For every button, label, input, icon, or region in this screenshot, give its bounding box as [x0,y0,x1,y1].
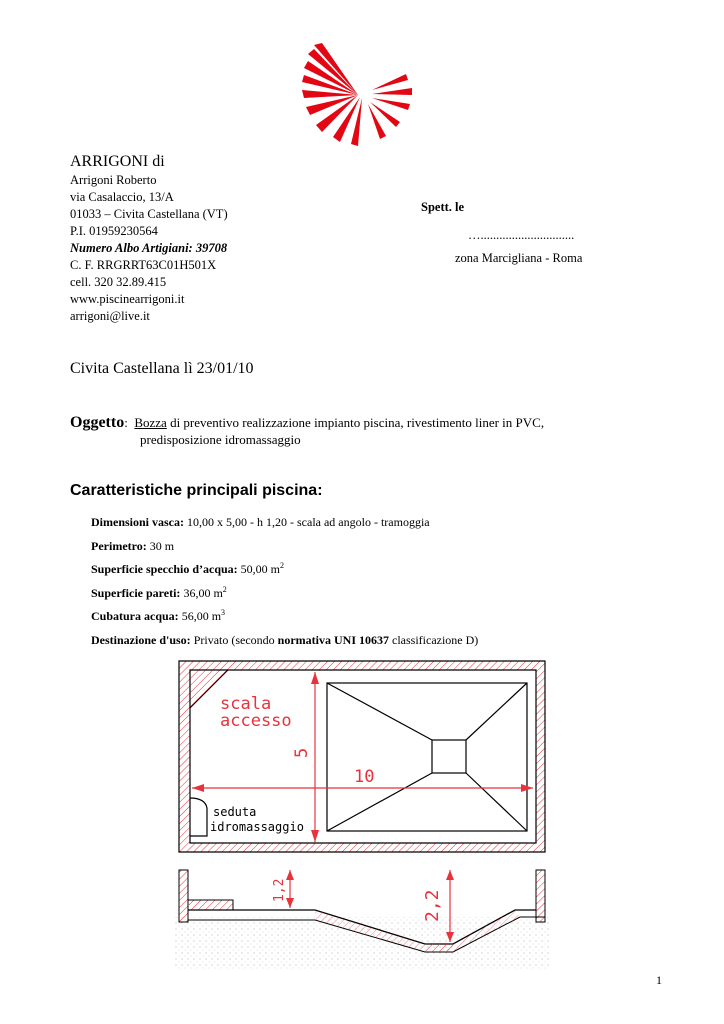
subject-draft-word: Bozza [134,415,167,430]
hopper-outer [327,683,527,831]
owner-name: Arrigoni Roberto [70,173,157,187]
label-height-1: 1,2 [272,878,287,902]
label-dim-length: 10 [354,767,375,787]
label-seduta: seduta [213,805,257,819]
label-dim-width: 5 [292,747,312,758]
label-height-2: 2,2 [422,889,443,922]
subject-block [70,414,544,448]
email-link[interactable]: arrigoni@live.it [70,309,150,323]
spec-water-surface-unit-exp: 2 [280,561,285,570]
street-address: via Casalaccio, 13/A [70,190,174,204]
spec-intended-use-class: classificazione D) [389,632,479,647]
left-wall [179,870,188,922]
spec-water-volume-value: 56,00 m [178,609,222,623]
spec-intended-use [91,633,478,657]
subject-label: Oggetto [70,414,125,431]
spec-wall-surface-label: Superficie pareti: [91,585,181,600]
pool-plan-drawing [175,658,550,858]
spec-water-volume-unit-exp: 3 [221,608,226,617]
spec-water-surface-label: Superficie specchio d’acqua: [91,562,238,576]
spec-perimeter-label: Perimetro: [91,538,147,553]
recipient-salutation: Spett. le [421,200,465,214]
spec-water-volume-label: Cubatura acqua: [91,609,179,623]
spec-intended-use-value: Privato (secondo [190,632,278,647]
seat-outline [190,798,207,836]
spec-dimensions-value: 10,00 x 5,00 - h 1,20 - scala ad angolo - tramoggia [184,515,430,529]
spec-dimensions [91,515,478,539]
hopper-inner [432,740,466,773]
page-number: 1 [656,973,662,987]
right-wall [536,870,545,922]
phone-number: cell. 320 32.89.415 [70,275,167,289]
pool-section-drawing [175,862,550,972]
city-address: 01033 – Civita Castellana (VT) [70,207,228,221]
subject-colon: : [124,415,128,430]
date-line: Civita Castellana lì 23/01/10 [70,360,254,377]
pool-specs [91,515,478,656]
spec-wall-surface-unit-exp: 2 [222,584,227,594]
vat-number: P.I. 01959230564 [70,224,158,238]
spec-perimeter-value: 30 m [146,538,175,553]
label-accesso: accesso [220,711,292,731]
spec-wall-surface [91,586,478,610]
spec-water-surface-value: 50,00 m [237,562,281,576]
subject-text: di preventivo realizzazione impianto piscina, rivestimento liner in PVC, [166,415,545,430]
section-title: Caratteristiche principali piscina: [70,482,323,499]
spec-perimeter [91,539,478,563]
spec-wall-surface-value: 36,00 m [180,585,223,600]
spec-dimensions-label: Dimensioni vasca: [91,515,184,529]
website-link[interactable]: www.piscinearrigoni.it [70,292,185,306]
spec-water-surface [91,562,478,586]
label-scala: scala [220,694,272,714]
label-idromassaggio: idromassaggio [210,820,304,834]
seat-step [188,900,233,910]
spec-intended-use-standard: normativa UNI 10637 [277,632,389,647]
company-name: ARRIGONI di [70,153,165,170]
fiscal-code: C. F. RRGRRT63C01H501X [70,258,217,272]
subject-text-line2: predisposizione idromassaggio [140,432,301,447]
albo-number: Numero Albo Artigiani: 39708 [70,241,228,255]
company-logo [300,40,420,150]
recipient-name: ….............................. [468,228,575,242]
company-address-block [70,172,228,325]
spec-water-volume [91,609,478,633]
spec-intended-use-label: Destinazione d'uso: [91,632,191,647]
recipient-location: zona Marcigliana - Roma [455,251,583,265]
